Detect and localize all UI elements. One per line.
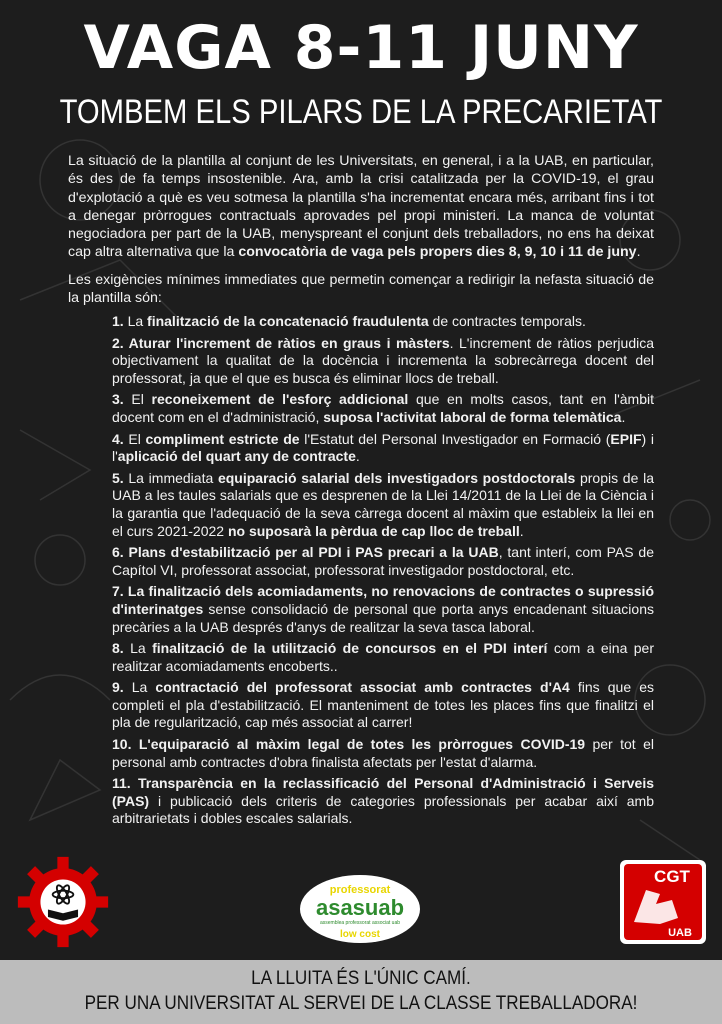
asa-logo-bottom: low cost: [339, 929, 381, 940]
demand-item: [112, 313, 654, 331]
demand-item: [112, 736, 654, 771]
demand-text: La: [123, 640, 153, 657]
demand-bold-text: L'equiparació al màxim legal de totes les pròrrogues COVID-19: [131, 736, 586, 753]
asa-logo-top: professorat: [329, 884, 391, 896]
demand-item: [112, 431, 654, 466]
demand-number: 10.: [112, 736, 132, 753]
demand-item: [112, 470, 654, 540]
intro-paragraph-1: [68, 152, 654, 262]
demand-text: com a eina per realitzar acomiadaments encoberts..: [112, 640, 655, 674]
footer-line-1: LA LLUITA ÉS L'ÚNIC CAMÍ.: [251, 968, 471, 989]
footer-line-2: PER UNA UNIVERSITAT AL SERVEI DE LA CLASSE TREBALLADORA!: [84, 993, 638, 1014]
cgt-logo-bottom: UAB: [668, 927, 692, 939]
demand-number: 2.: [112, 334, 124, 351]
demand-item: [112, 679, 654, 732]
gear-book-atom-icon: [16, 855, 110, 949]
demand-text: .: [355, 448, 360, 465]
demand-bold-text: finalització de la concatenació fraudulenta: [147, 313, 429, 329]
demand-bold-text: no suposarà la pèrdua de cap lloc de treball: [227, 522, 520, 539]
page-title: VAGA 8-11 JUNY: [83, 13, 639, 83]
demand-text: i publicació dels criteris de categories professionals per acabar així amb arbitrarietats i dobles escales salarials.: [112, 792, 654, 827]
demand-item: [112, 391, 654, 426]
demand-bold-text: suposa l'activitat laboral de forma telemàtica: [323, 408, 622, 425]
demand-text: propis de la UAB a les taules salarials que es desprenen de la Llei 14/2011 de la Llei de la Ciència i la garantia que l'adequació de la seva càrrega docent al màxim que estableix la llei en el curs 2021-2022: [112, 469, 654, 539]
demand-number: 8.: [112, 640, 124, 657]
demand-number: 9.: [112, 679, 124, 696]
cgt-logo-top: CGT: [654, 867, 690, 886]
demand-text: .: [621, 408, 626, 425]
demands-list: [112, 313, 654, 832]
demand-bold-text: Plans d'estabilització per al PDI i PAS precari a la UAB: [123, 544, 499, 561]
demand-number: 6.: [112, 544, 124, 561]
demand-bold-text: equiparació salarial dels investigadors postdoctorals: [217, 469, 576, 486]
demand-number: 3.: [112, 391, 124, 408]
demand-text: l'Estatut del Personal Investigador en Formació (: [299, 430, 611, 447]
demand-bold-text: aplicació del quart any de contracte: [117, 448, 356, 465]
demand-bold-text: Transparència en la reclassificació del Personal d'Administració i Serveis (PAS): [112, 775, 654, 809]
intro-p1-end: .: [636, 244, 641, 261]
demand-number: 7.: [112, 583, 124, 600]
intro-p1-strike-dates: convocatòria de vaga pels propers dies 8, 9, 10 i 11 de juny: [238, 244, 637, 261]
intro-p1-text: La situació de la plantilla al conjunt de les Universitats, en general, i a la UAB, en particular, és des de fa temps insostenible. Ara, amb la crisi catalitzada per la COVID-19, el grau d'explotació a què es veu sotmesa la plantilla s'ha incrementat encara més, arribant fins i tot a denegar pròrrogues contractuals aprovades pel propi ministeri. La manca de voluntat negociadora per part de la UAB, menyspreant el conjunt dels treballadors, no ens ha deixat cap altra alternativa que la: [68, 153, 654, 261]
demand-number: 5.: [112, 469, 124, 486]
demand-bold-text: reconeixement de l'esforç addicional: [151, 391, 409, 408]
logo-bar: [0, 855, 722, 955]
intro-paragraph-2: Les exigències mínimes immediates que permetin començar a redirigir la nefasta situació de la plantilla són:: [68, 271, 654, 307]
demand-bold-text: contractació del professorat associat amb contractes d'A4: [155, 679, 570, 696]
demand-text: .: [519, 522, 524, 539]
demand-bold-text: La finalització dels acomiadaments, no renovacions de contractes o supressió d'interinatges: [112, 583, 654, 617]
demand-bold-text: compliment estricte de: [145, 430, 300, 447]
demand-text: , tant interí, com PAS de Capítol VI, professorat associat, professorat investigador postdoctoral, etc.: [112, 544, 654, 578]
intro-text: [68, 152, 654, 316]
demand-text: El: [123, 391, 152, 408]
cgt-fist-icon: [620, 860, 706, 944]
demand-text: de contractes temporals.: [428, 313, 586, 329]
footer-banner: [0, 960, 722, 1024]
demand-text: ) i l': [112, 430, 654, 465]
demand-text: La: [123, 313, 148, 329]
page-subtitle: TOMBEM ELS PILARS DE LA PRECARIETAT: [59, 93, 663, 131]
demand-item: [112, 640, 654, 675]
demand-item: [112, 583, 654, 636]
asa-logo-small: assemblea professorat associat uab: [319, 920, 401, 926]
demand-text: . L'increment de ràtios perjudica objectivament la qualitat de la docència i incrementa la sobrecàrrega docent del professorat, ja que el que es busca és eliminar llocs de treball.: [112, 334, 655, 386]
demand-number: 1.: [112, 313, 124, 329]
demand-text: El: [123, 430, 146, 447]
demand-number: 4.: [112, 430, 124, 447]
demand-text: per tot el personal amb contractes d'obra finalista afectats per l'estat d'alarma.: [112, 736, 654, 770]
demand-item: [112, 335, 654, 388]
demand-text: La immediata: [123, 469, 218, 486]
demand-text: La: [123, 679, 156, 696]
asa-logo-main: asasuab: [315, 895, 405, 920]
demand-number: 11.: [112, 775, 131, 792]
demand-text: fins que es completi el pla d'estabilització. El manteniment de totes les places fins que finalitzi el pla de regularització, cap més associat al carrer!: [112, 679, 654, 731]
demand-bold-text: EPIF: [610, 430, 642, 447]
demand-text: sense consolidació de personal que porta anys encadenant situacions precàries a la UAB després d'anys de realitzar la seva tasca laboral.: [112, 600, 654, 635]
demand-bold-text: finalització de la utilització de concursos en el PDI interí: [152, 640, 548, 657]
demand-bold-text: Aturar l'increment de ràtios en graus i màsters: [123, 334, 450, 351]
demand-item: [112, 544, 654, 579]
demand-text: que en molts casos, tant en l'àmbit docent com en el d'administració,: [112, 391, 654, 425]
asasuab-logo: [298, 873, 422, 945]
demand-item: [112, 775, 654, 828]
